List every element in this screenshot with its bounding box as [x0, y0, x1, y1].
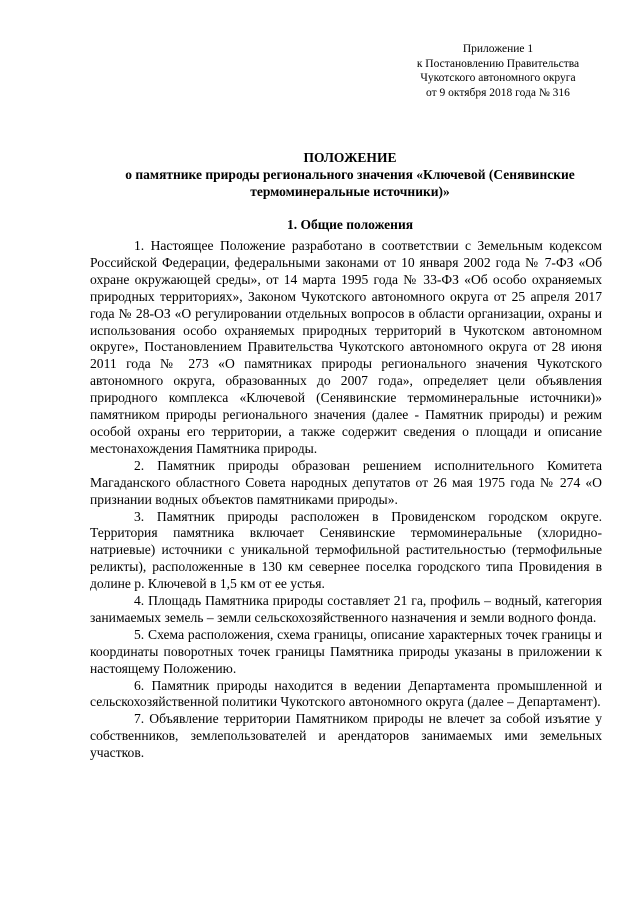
document-title: [90, 149, 610, 200]
appendix-line: от 9 октября 2018 года № 316: [426, 86, 570, 99]
section-heading: 1. Общие положения: [286, 217, 414, 232]
title-subline: о памятнике природы регионального значения «Ключевой (Сенявинские: [125, 167, 575, 182]
appendix-header: [388, 42, 608, 100]
appendix-line: Чукотского автономного округа: [420, 72, 576, 84]
appendix-line: Приложение 1: [462, 43, 534, 55]
paragraph: 6. Памятник природы находится в ведении Департамента промышленной и сельскохозяйственной политики Чукотского автономного округа (далее – Департамент).: [90, 677, 602, 710]
paragraph: 3. Памятник природы расположен в Провиденском городском округе. Территория памятника включает Сенявинские термоминеральные (хлоридно-натриевые) источники с уникальной термофильной растительностью (термофильные реликты), расположенные в 130 км севернее поселка городского типа Провидения в долине р. Ключевой в 1,5 км от ее устья.: [90, 508, 602, 592]
appendix-line: к Постановлению Правительства: [416, 57, 580, 70]
paragraph: 1. Настоящее Положение разработано в соответствии с Земельным кодексом Российской Федерации, федеральными законами от 10 января 2002 года № 7-ФЗ «Об охране окружающей среды», от 14 марта 1995 года № 33-ФЗ «Об особо охраняемых природных территориях», Законом Чукотского автономного округа от 25 апреля 2017 года № 28-ОЗ «О регулировании отдельных вопросов в области организации, охраны и использования особо охраняемых природных территорий в Чукотском автономном округе», Постановлением Правительства Чукотского автономного округа от 28 июня 2011 года № 273 «О памятниках природы регионального значения Чукотского автономного округа, образованных до 2007 года», определяет цели объявления природного комплекса «Ключевой (Сенявинские термоминеральные источники)» памятником природы регионального значения (далее - Памятник природы) и режим особой охраны его территории, а также содержит сведения о площади и описание местонахождения Памятника природы.: [90, 238, 602, 456]
title-heading: ПОЛОЖЕНИЕ: [303, 150, 397, 165]
title-subline: термоминеральные источники)»: [250, 184, 450, 199]
paragraph: 4. Площадь Памятника природы составляет 21 га, профиль – водный, категория занимаемых земель – земли сельскохозяйственного назначения и земли водного фонда.: [90, 593, 602, 625]
document-body: [90, 238, 602, 762]
paragraph: 2. Памятник природы образован решением исполнительного Комитета Магаданского областного Совета народных депутатов от 26 мая 1975 года № 274 «О признании водных объектов памятниками природы».: [90, 457, 602, 507]
paragraph: 7. Объявление территории Памятником природы не влечет за собой изъятие у собственников, землепользователей и арендаторов занимаемых ими земельных участков.: [90, 711, 602, 761]
paragraph: 5. Схема расположения, схема границы, описание характерных точек границы и координаты поворотных точек границы Памятника природы указаны в приложении к настоящему Положению.: [90, 626, 602, 676]
